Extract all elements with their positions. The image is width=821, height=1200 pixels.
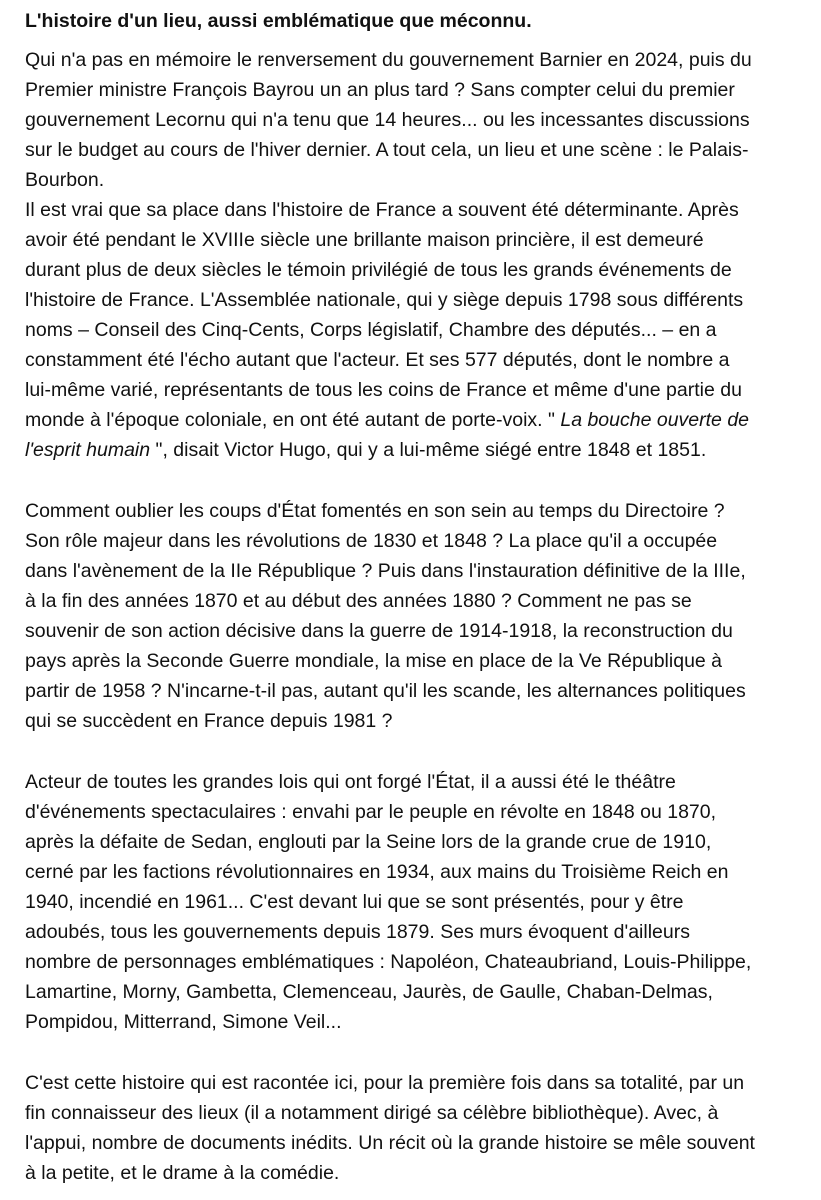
text-line: souvenir de son action décisive dans la guerre de 1914-1918, la reconstruction du: [25, 620, 733, 642]
text-line: C'est cette histoire qui est racontée ici, pour la première fois dans sa totalité, par un: [25, 1072, 745, 1094]
text-line: adoubés, tous les gouvernements depuis 1879. Ses murs évoquent d'ailleurs: [25, 921, 690, 943]
text-line: avoir été pendant le XVIIIe siècle une brillante maison princière, il est demeuré: [25, 229, 704, 251]
paragraph-intro: [25, 45, 799, 195]
text-line: l'histoire de France. L'Assemblée nationale, qui y siège depuis 1798 sous différents: [25, 289, 744, 311]
paragraph-conclusion: [25, 1068, 799, 1188]
text-line: Premier ministre François Bayrou un an plus tard ? Sans compter celui du premier: [25, 79, 735, 101]
text-line: Lamartine, Morny, Gambetta, Clemenceau, Jaurès, de Gaulle, Chaban-Delmas,: [25, 981, 713, 1003]
text-line: qui se succèdent en France depuis 1981 ?: [25, 710, 393, 732]
text-line: dans l'avènement de la IIe République ? Puis dans l'instauration définitive de la IIIe,: [25, 560, 746, 582]
text-line: cerné par les factions révolutionnaires en 1934, aux mains du Troisième Reich en: [25, 861, 729, 883]
text-line: Qui n'a pas en mémoire le renversement du gouvernement Barnier en 2024, puis du: [25, 49, 752, 71]
text-line: Pompidou, Mitterrand, Simone Veil...: [25, 1011, 342, 1033]
text-line: Bourbon.: [25, 169, 105, 191]
text-line: lui-même varié, représentants de tous les coins de France et même d'une partie du: [25, 379, 742, 401]
text-line: 1940, incendié en 1961... C'est devant lui que se sont présentés, pour y être: [25, 891, 684, 913]
text-line: partir de 1958 ? N'incarne-t-il pas, autant qu'il les scande, les alternances politiques: [25, 680, 746, 702]
text-line: d'événements spectaculaires : envahi par le peuple en révolte en 1848 ou 1870,: [25, 801, 717, 823]
text-line: constamment été l'écho autant que l'acteur. Et ses 577 députés, dont le nombre a: [25, 349, 730, 371]
text-fragment: monde à l'époque coloniale, en ont été autant de porte-voix. ": [25, 409, 561, 431]
text-line: l'appui, nombre de documents inédits. Un récit où la grande histoire se mêle souvent: [25, 1132, 755, 1154]
victor-hugo-quote-end: l'esprit humain: [25, 439, 151, 461]
text-line: après la défaite de Sedan, englouti par la Seine lors de la grande crue de 1910,: [25, 831, 712, 853]
text-fragment: ", disait Victor Hugo, qui y a lui-même siégé entre 1848 et 1851.: [150, 439, 707, 461]
text-line: durant plus de deux siècles le témoin privilégié de tous les grands événements de: [25, 259, 732, 281]
text-line: Comment oublier les coups d'État fomentés en son sein au temps du Directoire ?: [25, 500, 725, 522]
paragraph-history: [25, 195, 799, 465]
document-title: L'histoire d'un lieu, aussi emblématique que méconnu.: [25, 10, 532, 32]
text-line: pays après la Seconde Guerre mondiale, la mise en place de la Ve République à: [25, 650, 723, 672]
text-line: à la petite, et le drame à la comédie.: [25, 1162, 340, 1184]
victor-hugo-quote-start: La bouche ouverte de: [560, 409, 750, 431]
text-line: noms – Conseil des Cinq-Cents, Corps législatif, Chambre des députés... – en a: [25, 319, 717, 341]
text-line: Il est vrai que sa place dans l'histoire de France a souvent été déterminante. Après: [25, 199, 739, 221]
paragraph-revolutions: [25, 496, 799, 736]
text-line-with-quote: [25, 405, 799, 435]
text-line: fin connaisseur des lieux (il a notamment dirigé sa célèbre bibliothèque). Avec, à: [25, 1102, 719, 1124]
text-line: Son rôle majeur dans les révolutions de 1830 et 1848 ? La place qu'il a occupée: [25, 530, 718, 552]
paragraph-events: [25, 767, 799, 1037]
text-line: sur le budget au cours de l'hiver dernier. A tout cela, un lieu et une scène : le Palais-: [25, 139, 749, 161]
text-line: nombre de personnages emblématiques : Napoléon, Chateaubriand, Louis-Philippe,: [25, 951, 752, 973]
text-line: gouvernement Lecornu qui n'a tenu que 14 heures... ou les incessantes discussions: [25, 109, 750, 131]
text-line: Acteur de toutes les grandes lois qui ont forgé l'État, il a aussi été le théâtre: [25, 771, 676, 793]
text-line-with-quote: [25, 435, 799, 465]
text-line: à la fin des années 1870 et au début des années 1880 ? Comment ne pas se: [25, 590, 692, 612]
